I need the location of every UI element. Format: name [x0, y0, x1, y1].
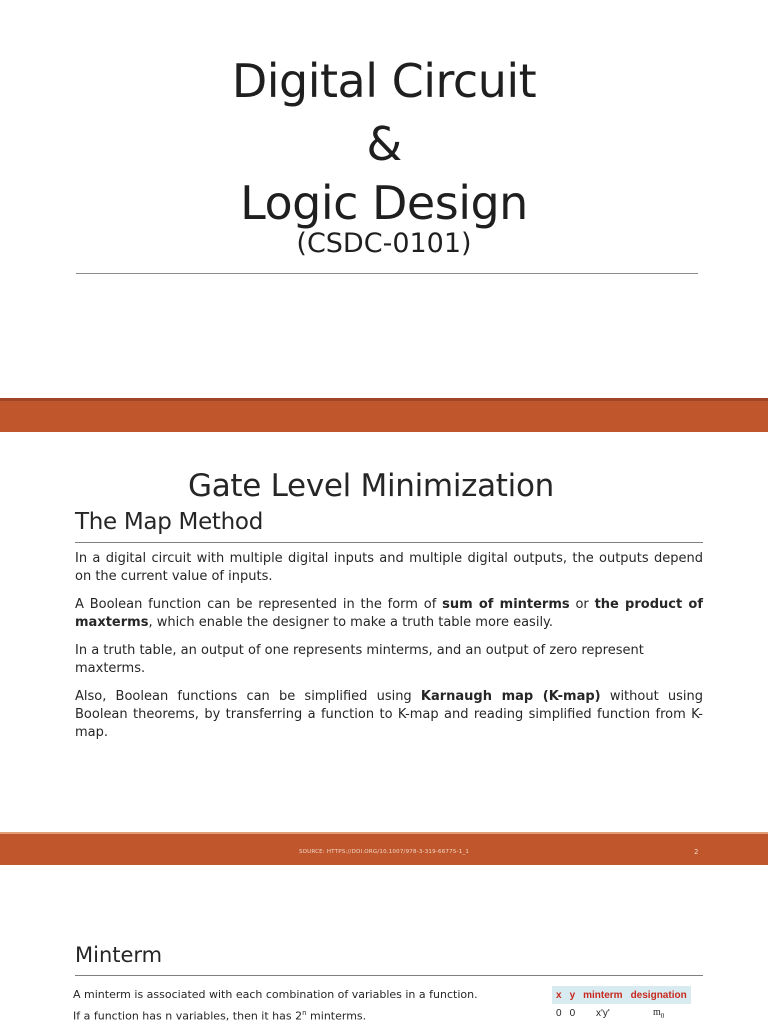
slide-body — [75, 550, 703, 752]
paragraph-4-text: Also, Boolean functions can be simplified using — [75, 689, 421, 704]
title-divider — [76, 273, 698, 274]
paragraph-2-text: A Boolean function can be represented in the form of — [75, 597, 443, 612]
paragraph-1: In a digital circuit with multiple digital inputs and multiple digital outputs, the outputs depend on the current value of inputs. — [75, 551, 703, 584]
paragraph-2-text: or — [569, 597, 595, 612]
paragraph-2-bold-2: the product of maxterms — [75, 597, 703, 630]
column-header: x — [552, 986, 566, 1004]
column-header: y — [566, 986, 580, 1004]
title-line-1: Digital Circuit — [231, 54, 537, 108]
heading-divider — [75, 975, 703, 976]
title-line-3: Logic Design — [240, 176, 528, 230]
slide-heading: Gate Level Minimization — [188, 468, 554, 504]
minterm-count-text: minterms. — [306, 1009, 367, 1023]
paragraph-2-bold-1: sum of minterms — [442, 597, 570, 612]
minterm-count-text: If a function has n variables, then it has 2 — [73, 1009, 303, 1023]
paragraph-2-text: , which enable the designer to make a truth table more easily. — [148, 615, 554, 630]
minterm-slide — [0, 865, 768, 1024]
paragraph-4-bold: Karnaugh map (K-map) — [420, 689, 601, 704]
slide-heading: Minterm — [75, 943, 163, 967]
table-cell-designation — [627, 1004, 691, 1023]
paragraph-2 — [75, 596, 703, 632]
designation-base: m — [653, 1007, 661, 1018]
course-code: (CSDC-0101) — [296, 228, 472, 259]
table-row — [552, 1004, 691, 1023]
minterm-table — [552, 986, 691, 1023]
header-accent-bar — [0, 398, 768, 432]
minterm-definition: A minterm is associated with each combination of variables in a function. — [73, 988, 478, 1001]
paragraph-4 — [75, 688, 703, 742]
designation-subscript: 0 — [660, 1012, 665, 1020]
paragraph-4-text: without using Boolean theorems, by transferring a function to K-map and reading simplified function from K-map. — [75, 689, 703, 740]
table-cell-minterm: x'y' — [595, 1008, 610, 1019]
title-slide — [0, 0, 768, 398]
column-header: minterm — [579, 986, 626, 1004]
page-number: 2 — [694, 848, 699, 856]
footer-source: SOURCE: HTTPS://DOI.ORG/10.1007/978-3-319-66775-1_1 — [298, 849, 470, 855]
table-header-row — [552, 986, 691, 1004]
slide-subheading: The Map Method — [75, 509, 263, 535]
title-line-2: & — [366, 117, 402, 171]
gate-level-minimization-slide — [0, 398, 768, 865]
column-header: designation — [627, 986, 691, 1004]
paragraph-3: In a truth table, an output of one represents minterms, and an output of zero represent maxterms. — [75, 643, 644, 676]
table-cell-x: 0 — [556, 1008, 562, 1019]
minterm-count-exponent: n — [302, 1009, 307, 1017]
table-cell-y: 0 — [569, 1008, 576, 1019]
subheading-divider — [75, 542, 703, 543]
minterm-count — [73, 1009, 366, 1023]
